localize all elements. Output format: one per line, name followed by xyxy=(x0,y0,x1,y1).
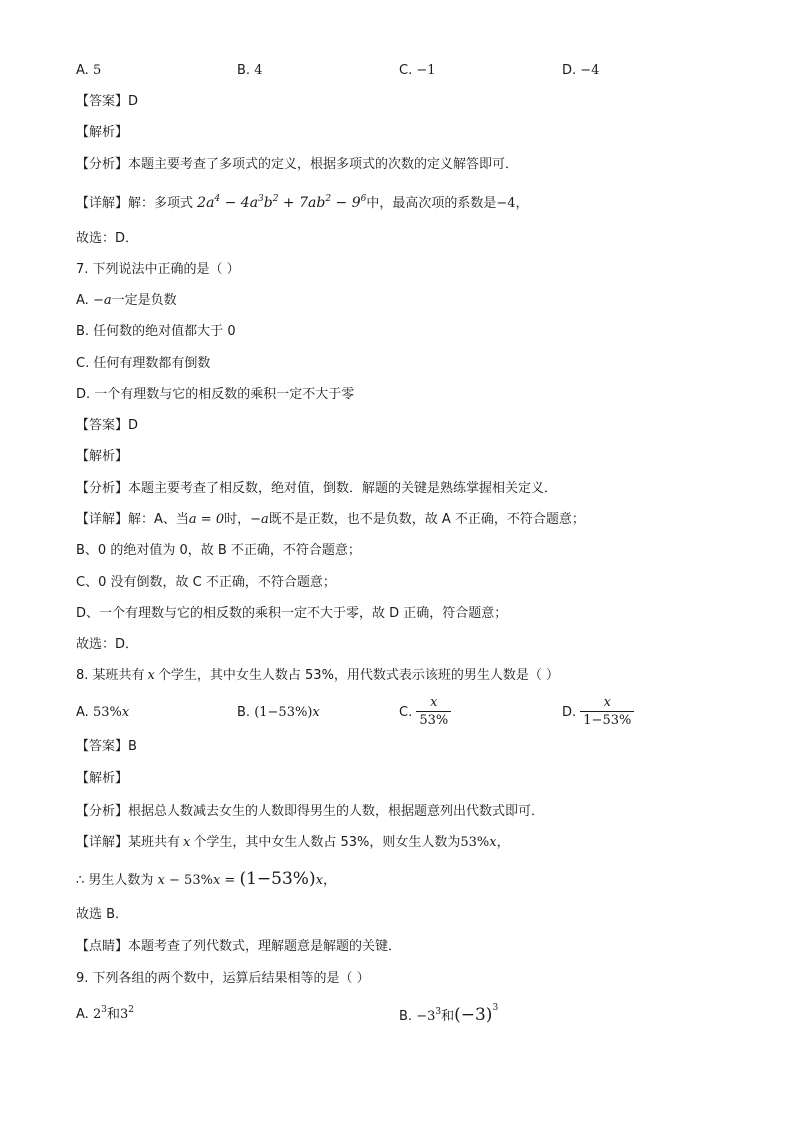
math-variable: −a xyxy=(92,293,112,308)
math-condition: a = 0 xyxy=(188,512,225,527)
q7-answer: 【答案】D xyxy=(76,418,139,433)
q7-fenxi: 【分析】本题主要考查了相反数，绝对值，倒数．解题的关键是熟练掌握相关定义． xyxy=(76,481,558,496)
percent-value: 53% xyxy=(92,705,122,720)
text: 中，最高次项的系数是 xyxy=(366,196,497,211)
option-letter: A. xyxy=(76,1007,93,1022)
text: 时， xyxy=(224,512,251,527)
q8-detail-2 xyxy=(76,870,336,890)
q8-detail-1 xyxy=(76,834,510,852)
option-letter: B. xyxy=(399,1009,417,1024)
text: 【详解】解：A、当 xyxy=(76,512,189,527)
option-letter: D. xyxy=(562,705,581,720)
option-letter: A. xyxy=(76,63,93,78)
q7-detail-d: D、一个有理数与它的相反数的乘积一定不大于零，故 D 正确，符合题意； xyxy=(76,606,508,621)
q6-answer: 【答案】D xyxy=(76,94,139,109)
q8-stem xyxy=(76,667,559,685)
option-letter: A. xyxy=(76,293,93,308)
exponent: 3 xyxy=(435,1007,442,1017)
q9-option-a xyxy=(76,1006,134,1024)
text: 8. 某班共有 xyxy=(76,668,145,683)
math-expression: − 53% xyxy=(164,873,213,888)
q6-conclusion: 故选：D． xyxy=(76,231,139,246)
text: 【详解】某班共有 xyxy=(76,835,181,850)
q8-option-d xyxy=(562,696,634,730)
option-letter: B. xyxy=(237,705,255,720)
denominator: 53% xyxy=(416,711,451,729)
text: 和 xyxy=(441,1009,455,1024)
option-letter: A. xyxy=(76,705,93,720)
q8-option-c xyxy=(399,696,451,730)
q6-xiangjie xyxy=(76,194,529,213)
q7-detail-b: B、0 的绝对值为 0，故 B 不正确，不符合题意； xyxy=(76,543,361,558)
math-expression: (−3) xyxy=(454,1005,493,1025)
equals-sign: = xyxy=(220,873,240,888)
text: 一定是负数 xyxy=(111,293,177,308)
text: 和 xyxy=(106,1007,120,1022)
math-variable: x xyxy=(212,873,221,888)
base: 3 xyxy=(119,1007,129,1022)
text: ， xyxy=(515,196,529,211)
q8-fenxi: 【分析】根据总人数减去女生的人数即得男生的人数，根据题意列出代数式即可． xyxy=(76,804,545,819)
coefficient-value: −4 xyxy=(496,196,516,211)
exponent: 3 xyxy=(492,1003,499,1013)
option-value: 5 xyxy=(92,63,102,78)
math-variable: x xyxy=(183,835,191,850)
option-value: −4 xyxy=(580,63,600,78)
polynomial-expression: $2a^4 - 4a^3b^2 + 7ab^2 - 9^6$ xyxy=(197,194,367,211)
text: ∴ 男生人数为 xyxy=(76,873,154,888)
q6-option-a xyxy=(76,62,101,80)
q9-stem: 9. 下列各组的两个数中，运算后结果相等的是（ ） xyxy=(76,971,370,986)
option-letter: C. xyxy=(399,705,417,720)
q7-analysis-label: 【解析】 xyxy=(76,449,129,464)
q7-option-b: B. 任何数的绝对值都大于 0 xyxy=(76,324,236,339)
q7-stem: 7. 下列说法中正确的是（ ） xyxy=(76,262,240,277)
q8-answer: 【答案】B xyxy=(76,739,137,754)
q8-dianjing: 【点睛】本题考查了列代数式，理解题意是解题的关键． xyxy=(76,939,402,954)
math-variable: x xyxy=(315,873,323,888)
q7-conclusion: 故选：D． xyxy=(76,637,139,652)
base: −3 xyxy=(416,1009,436,1024)
text: ， xyxy=(496,835,510,850)
q7-detail-a xyxy=(76,511,585,529)
text: ， xyxy=(322,873,336,888)
q7-option-d: D. 一个有理数与它的相反数的乘积一定不大于零 xyxy=(76,387,355,402)
math-variable: x xyxy=(489,835,497,850)
q8-analysis-label: 【解析】 xyxy=(76,771,129,786)
denominator: 1−53% xyxy=(580,711,634,729)
math-variable: x xyxy=(157,873,165,888)
option-letter: D. xyxy=(562,63,581,78)
numerator: x xyxy=(603,695,611,710)
percent-value: 53% xyxy=(460,835,490,850)
math-variable: x xyxy=(312,705,320,720)
exponent: 2 xyxy=(128,1005,134,1015)
q6-option-c xyxy=(399,62,436,80)
q7-detail-c: C、0 没有倒数，故 C 不正确，不符合题意； xyxy=(76,575,336,590)
option-value: 4 xyxy=(254,63,263,78)
math-variable: −a xyxy=(250,512,269,527)
option-letter: C. xyxy=(399,63,417,78)
q7-option-a xyxy=(76,292,177,310)
q9-option-b xyxy=(399,1003,499,1026)
q8-option-a xyxy=(76,704,129,722)
q6-option-b xyxy=(237,62,262,80)
text: 个学生，其中女生人数占 53%，则女生人数为 xyxy=(193,835,461,850)
math-variable: x xyxy=(121,705,130,720)
numerator: x xyxy=(430,695,438,710)
math-expression: (1−53%) xyxy=(239,869,316,889)
math-variable: x xyxy=(147,668,155,683)
math-expression: (1−53%) xyxy=(254,705,313,720)
q7-option-c: C. 任何有理数都有倒数 xyxy=(76,356,211,371)
text: 个学生，其中女生人数占 53%，用代数式表示该班的男生人数是（ ） xyxy=(157,668,560,683)
option-letter: B. xyxy=(237,63,255,78)
text: 既不是正数，也不是负数，故 A 不正确，不符合题意； xyxy=(268,512,585,527)
base: 2 xyxy=(92,1007,102,1022)
q8-option-b xyxy=(237,704,320,722)
option-value: −1 xyxy=(416,63,436,78)
fraction xyxy=(416,695,451,729)
q6-option-d xyxy=(562,62,599,80)
q6-analysis-label: 【解析】 xyxy=(76,125,129,140)
q6-fenxi: 【分析】本题主要考查了多项式的定义，根据多项式的次数的定义解答即可． xyxy=(76,157,519,172)
fraction xyxy=(580,695,634,729)
text: 【详解】解：多项式 xyxy=(76,196,194,211)
exponent: 3 xyxy=(101,1005,107,1015)
q8-conclusion: 故选 B． xyxy=(76,907,129,922)
